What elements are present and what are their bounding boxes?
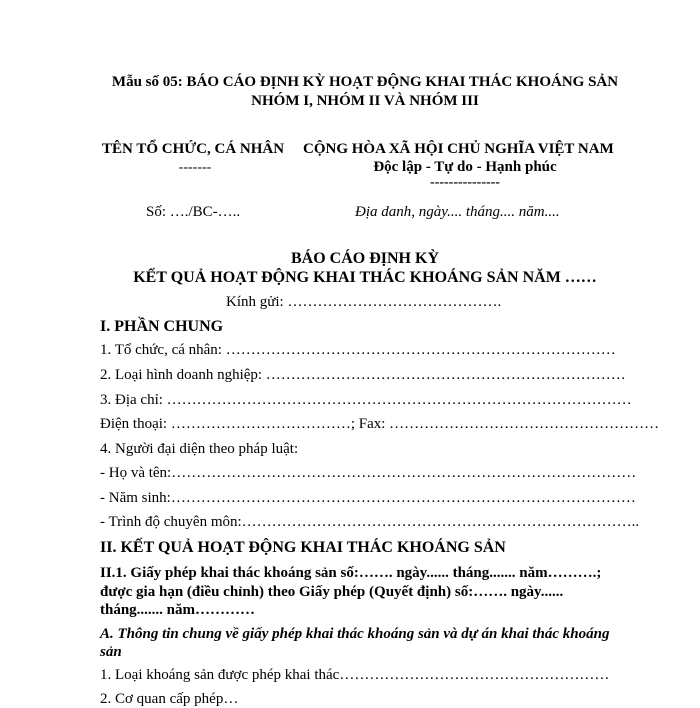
section1-item-fullname: - Họ và tên:………………………………………………………………………………… (100, 465, 637, 481)
organization-name: TÊN TỔ CHỨC, CÁ NHÂN (102, 141, 285, 157)
license-line-2: được gia hạn (điều chỉnh) theo Giấy phép (Quyết định) số:……. ngày...... (100, 584, 564, 600)
report-heading: BÁO CÁO ĐỊNH KỲ (290, 250, 439, 267)
subsection-a-title-line2: sản (100, 644, 122, 660)
license-line-3: tháng....... năm………… (100, 602, 256, 618)
form-title-line2: NHÓM I, NHÓM II VÀ NHÓM III (251, 93, 479, 109)
place-date: Địa danh, ngày.... tháng.... năm.... (355, 204, 560, 220)
section1-heading: I. PHẦN CHUNG (100, 318, 224, 335)
section2-heading: II. KẾT QUẢ HOẠT ĐỘNG KHAI THÁC KHOÁNG SẢN (100, 539, 506, 556)
motto-underline: --------------- (430, 175, 500, 190)
section1-item-address: 3. Địa chỉ: ………………………………………………………………………………… (100, 392, 632, 408)
national-motto: Độc lập - Tự do - Hạnh phúc (373, 159, 557, 175)
section1-item-birth-year: - Năm sinh:………………………………………………………………………………… (100, 490, 636, 506)
recipient-line: Kính gửi: ……………………………………. (226, 294, 502, 310)
item-licensing-authority: 2. Cơ quan cấp phép… (100, 691, 239, 707)
section1-item-business-type: 2. Loại hình doanh nghiệp: ……………………………………………………………… (100, 367, 626, 383)
form-title-line1: Mẫu số 05: BÁO CÁO ĐỊNH KỲ HOẠT ĐỘNG KHAI THÁC KHOÁNG SẢN (111, 74, 619, 90)
report-number: Số: …./BC-….. (146, 204, 241, 220)
subsection-a-title-line1: A. Thông tin chung về giấy phép khai thác khoáng sản và dự án khai thác khoáng (100, 626, 610, 642)
license-line-1: II.1. Giấy phép khai thác khoáng sản số:……. ngày...... tháng....... năm……….; (100, 565, 602, 581)
section1-item-representative: 4. Người đại diện theo pháp luật: (100, 441, 299, 457)
republic-name: CỘNG HÒA XÃ HỘI CHỦ NGHĨA VIỆT NAM (303, 141, 614, 157)
organization-underline: ------- (178, 160, 212, 175)
report-subheading: KẾT QUẢ HOẠT ĐỘNG KHAI THÁC KHOÁNG SẢN NĂM …… (133, 269, 597, 286)
section1-item-phone-fax: Điện thoại: ………………………………; Fax: ……………………………………………… (100, 416, 660, 432)
section1-item-org: 1. Tổ chức, cá nhân: …………………………………………………………………… (100, 342, 616, 358)
item-mineral-type: 1. Loại khoáng sản được phép khai thác……………………………………………… (100, 667, 610, 683)
section1-item-qualification: - Trình độ chuyên môn:…………………………………………………………………….. (100, 514, 640, 530)
